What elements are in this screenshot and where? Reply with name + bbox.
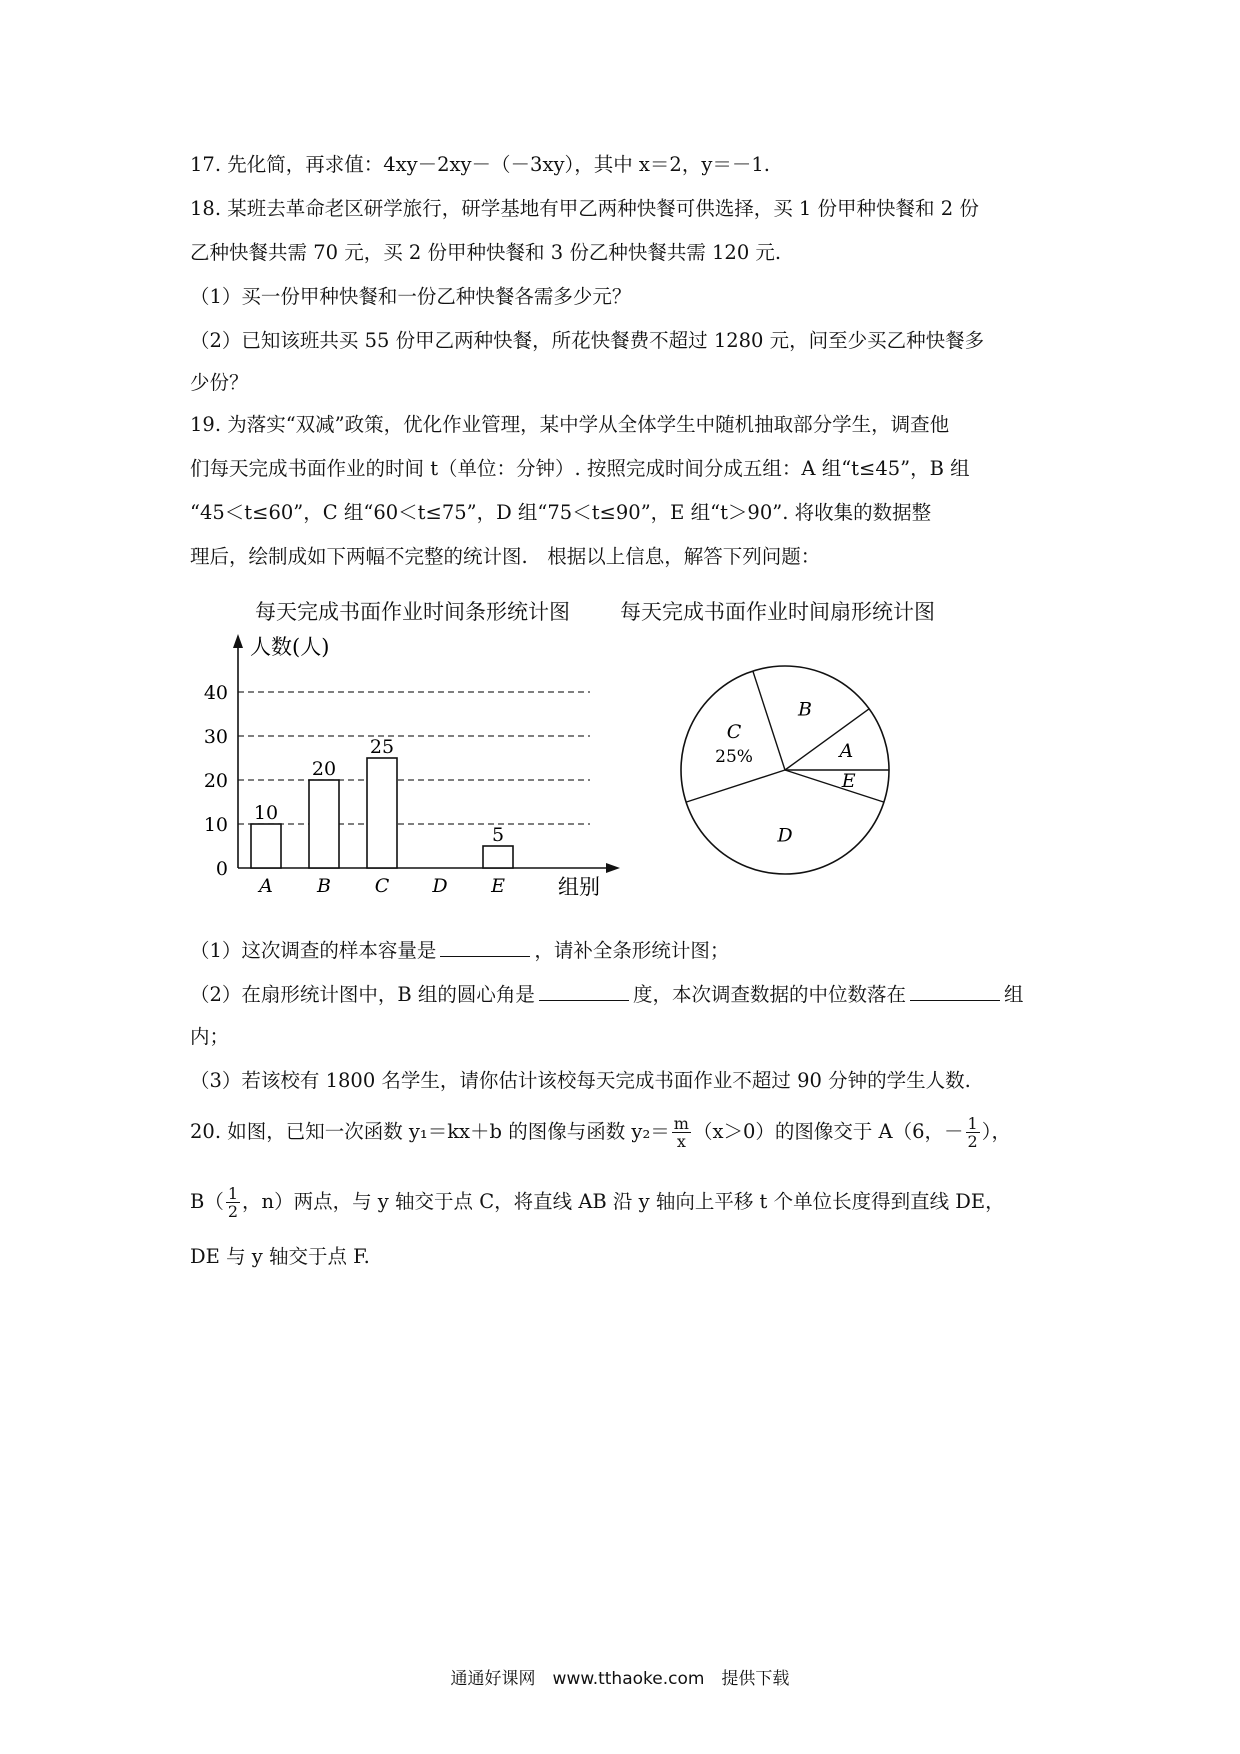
bar-chart-title: 每天完成书面作业时间条形统计图: [255, 600, 570, 624]
bar-data-label: 20: [311, 758, 337, 780]
footer: 通通好课网 www.tthaoke.com 提供下载: [450, 1669, 790, 1689]
fraction-denominator: x: [676, 1132, 686, 1151]
question-18-line1: 18. 某班去革命老区研学旅行，研学基地有甲乙两种快餐可供选择，买 1 份甲种快餐和 2 份: [190, 197, 979, 220]
answer-blank-sample-size[interactable]: [440, 938, 530, 957]
question-19-sub2-cont: 内；: [190, 1025, 230, 1048]
question-20-line1: [190, 1112, 1060, 1152]
y-tick-label: 30: [203, 726, 228, 748]
x-axis-arrow-icon: [606, 863, 620, 873]
fraction-one-half: [966, 1115, 980, 1150]
x-tick-label: D: [432, 875, 448, 897]
question-20-text-d: B（: [190, 1190, 224, 1213]
bar-E: [483, 846, 513, 868]
question-19-sub1-text-a: （1）这次调查的样本容量是: [190, 939, 437, 962]
answer-blank-median-group[interactable]: [910, 982, 1000, 1001]
pie-label: D: [777, 824, 793, 847]
question-17: 17. 先化简，再求值：4xy－2xy－（－3xy），其中 x＝2，y＝－1.: [190, 153, 770, 176]
y-axis-label: 人数(人): [250, 635, 330, 659]
question-18-line2: 乙种快餐共需 70 元，买 2 份甲种快餐和 3 份乙种快餐共需 120 元.: [190, 241, 782, 264]
bar-chart: [190, 632, 630, 902]
x-axis-label: 组别: [558, 875, 600, 899]
question-20-line2: [190, 1182, 1060, 1222]
x-tick-label: C: [374, 875, 390, 897]
x-tick-label: A: [259, 875, 273, 897]
y-tick-label: 10: [203, 814, 228, 836]
question-19-sub2: [190, 982, 1060, 1008]
question-20-text-b: （x＞0）的图像交于 A（6，－: [692, 1120, 964, 1143]
x-tick-label: B: [317, 875, 331, 897]
bar-data-label: 5: [491, 824, 505, 846]
question-19-line3: “45＜t≤60”，C 组“60＜t≤75”，D 组“75＜t≤90”，E 组“t＞90”. 将收集的数据整: [190, 501, 932, 524]
fraction-m-over-x: [672, 1115, 691, 1150]
question-20-text-c: ），: [981, 1120, 1011, 1143]
question-19-sub2-text-a: （2）在扇形统计图中，B 组的圆心角是: [190, 983, 535, 1006]
fraction-one-half: [226, 1185, 240, 1220]
y-axis-arrow-icon: [233, 634, 243, 648]
fraction-denominator: 2: [227, 1202, 239, 1221]
pie-label: B: [797, 698, 812, 721]
question-19-sub1: [190, 938, 1060, 964]
question-18-sub2a: （2）已知该班共买 55 份甲乙两种快餐，所花快餐费不超过 1280 元，问至少买乙种快餐多: [190, 329, 985, 352]
question-19-sub2-text-c: 组: [1003, 983, 1024, 1006]
question-18-sub1: （1）买一份甲种快餐和一份乙种快餐各需多少元？: [190, 285, 632, 308]
bar-B: [309, 780, 339, 868]
question-19-line1: 19. 为落实“双减”政策，优化作业管理，某中学从全体学生中随机抽取部分学生，调查他: [190, 413, 950, 436]
y-tick-label: 20: [203, 770, 228, 792]
question-18-sub2b: 少份？: [190, 371, 249, 394]
pie-chart: [660, 650, 910, 900]
bar-C: [367, 758, 397, 868]
pie-chart-title: 每天完成书面作业时间扇形统计图: [620, 600, 935, 624]
bar-data-label: 25: [369, 736, 395, 758]
question-19-sub1-text-b: ，请补全条形统计图；: [534, 939, 730, 962]
pie-label: E: [841, 770, 856, 793]
question-19-line2: 们每天完成书面作业的时间 t（单位：分钟）. 按照完成时间分成五组：A 组“t≤45”，B 组: [190, 457, 970, 480]
pie-label: A: [839, 740, 854, 763]
fraction-numerator: 1: [967, 1114, 978, 1133]
x-tick-label: E: [491, 875, 505, 897]
question-19-sub3: （3）若该校有 1800 名学生，请你估计该校每天完成书面作业不超过 90 分钟的学生人数.: [190, 1069, 971, 1092]
fraction-denominator: 2: [967, 1132, 978, 1151]
question-19-sub2-text-b: 度，本次调查数据的中位数落在: [632, 983, 906, 1006]
y-tick-label: 0: [215, 858, 228, 880]
fraction-numerator: 1: [227, 1184, 239, 1203]
question-20-text-a: 20. 如图，已知一次函数 y₁＝kx＋b 的图像与函数 y₂＝: [190, 1120, 670, 1143]
fraction-numerator: m: [673, 1114, 689, 1133]
pie-percent-label: 25%: [715, 747, 753, 768]
question-20-line3: DE 与 y 轴交于点 F.: [190, 1245, 370, 1268]
bar-A: [251, 824, 281, 868]
bar-data-label: 10: [253, 802, 279, 824]
pie-label: C: [726, 721, 742, 744]
question-19-line4: 理后，绘制成如下两幅不完整的统计图. 根据以上信息，解答下列问题：: [190, 545, 821, 568]
question-20-text-e: ，n）两点，与 y 轴交于点 C，将直线 AB 沿 y 轴向上平移 t 个单位长度得到直线 DE，: [242, 1190, 1005, 1213]
y-tick-label: 40: [203, 682, 228, 704]
answer-blank-central-angle[interactable]: [539, 982, 629, 1001]
